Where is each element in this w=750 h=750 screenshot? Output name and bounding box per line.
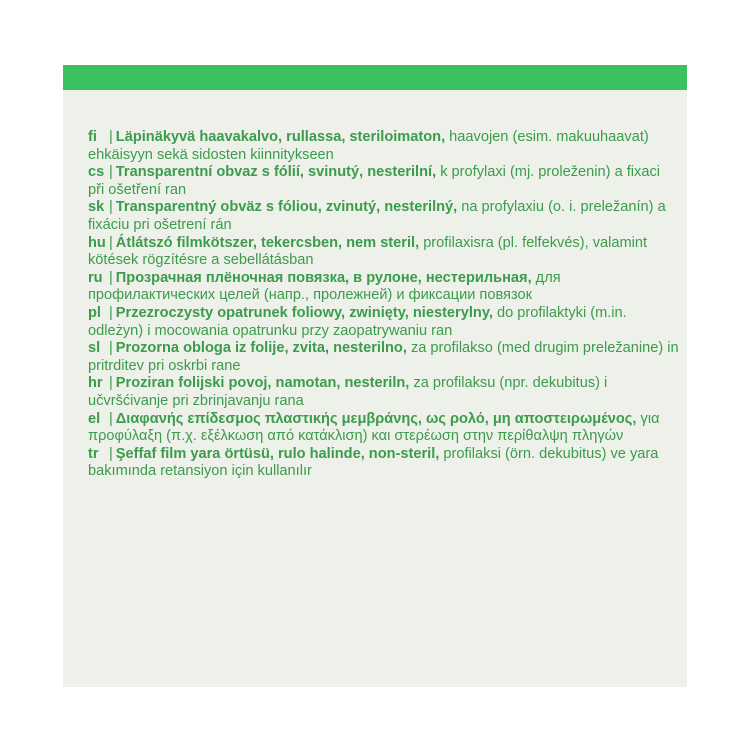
language-entry-sl: [88, 340, 680, 375]
multilingual-description: [88, 129, 680, 481]
language-code: ru: [88, 269, 103, 286]
separator: |: [109, 410, 113, 427]
product-title: Przezroczysty opatrunek foliowy, zwinięty, niesterylny,: [115, 304, 493, 321]
language-code: fi: [88, 129, 97, 145]
language-entry-pl: [88, 305, 680, 340]
language-entry-cs: [88, 164, 680, 199]
separator: |: [109, 234, 113, 251]
product-title: Läpinäkyvä haavakalvo, rullassa, steriloimaton,: [115, 129, 446, 145]
separator: |: [109, 199, 113, 216]
product-title: Proziran folijski povoj, namotan, nesteriln,: [115, 375, 410, 392]
language-code: sl: [88, 340, 101, 357]
separator: |: [109, 164, 113, 181]
language-entry-hu: [88, 235, 680, 270]
product-description: za profilaksu (npr. dekubitus) i učvršćivanje pri zbrinjavanju rana: [88, 375, 608, 409]
language-code: tr: [88, 445, 99, 462]
product-description: do profilaktyki (m.in. odleżyn) i mocowania opatrunku przy zaopatrywaniu ran: [88, 304, 627, 339]
language-code: sk: [88, 199, 105, 216]
product-title: Διαφανής επίδεσμος πλαστικής μεμβράνης, ως ρολό, μη αποστειρωμένος,: [115, 410, 637, 427]
separator: |: [109, 129, 113, 145]
product-description: haavojen (esim. makuuhaavat) ehkäisyyn sekä sidosten kiinnitykseen: [88, 129, 649, 163]
language-entry-el: [88, 411, 680, 446]
product-description: k profylaxi (mj. proleženin) a fixaci při ošetření ran: [88, 164, 660, 198]
product-label-panel: [63, 65, 687, 687]
product-description: για προφύλαξη (π.χ. εξέλκωση από κατάκλιση) και στερέωση στην περίθαλψη πληγών: [88, 410, 660, 445]
separator: |: [109, 375, 113, 392]
language-code: pl: [88, 304, 101, 321]
brand-color-bar: [63, 65, 687, 90]
product-title: Şeffaf film yara örtüsü, rulo halinde, non-steril,: [115, 445, 440, 462]
product-description: profilaxisra (pl. felfekvés), valamint kötések rögzítésre a sebellátásban: [88, 234, 648, 269]
product-description: na profylaxiu (o. i. preležanín) a fixáciu pri ošetrení rán: [88, 199, 666, 233]
language-entry-ru: [88, 270, 680, 305]
separator: |: [109, 340, 113, 357]
language-code: hu: [88, 234, 106, 251]
product-title: Transparentní obvaz s fólií, svinutý, nesterilní,: [115, 164, 437, 181]
product-title: Прозрачная плёночная повязка, в рулоне, нестерильная,: [115, 269, 532, 286]
language-entry-sk: [88, 199, 680, 234]
product-description: za profilakso (med drugim preležanine) in pritrditev pri oskrbi rane: [88, 340, 679, 374]
language-code: el: [88, 410, 101, 427]
separator: |: [109, 445, 113, 462]
language-code: hr: [88, 375, 103, 392]
product-title: Transparentný obväz s fóliou, zvinutý, nesterilný,: [115, 199, 458, 216]
product-title: Prozorna obloga iz folije, zvita, nesterilno,: [115, 340, 407, 357]
separator: |: [109, 304, 113, 321]
language-entry-fi: [88, 129, 680, 164]
product-description: для профилактических целей (напр., пролежней) и фиксации повязок: [88, 269, 561, 304]
product-title: Átlátszó filmkötszer, tekercsben, nem steril,: [115, 234, 420, 251]
product-description: profilaksi (örn. dekubitus) ve yara bakımında retansiyon için kullanılır: [88, 445, 659, 480]
language-entry-hr: [88, 375, 680, 410]
language-entry-tr: [88, 446, 680, 481]
language-code: cs: [88, 164, 105, 181]
separator: |: [109, 269, 113, 286]
